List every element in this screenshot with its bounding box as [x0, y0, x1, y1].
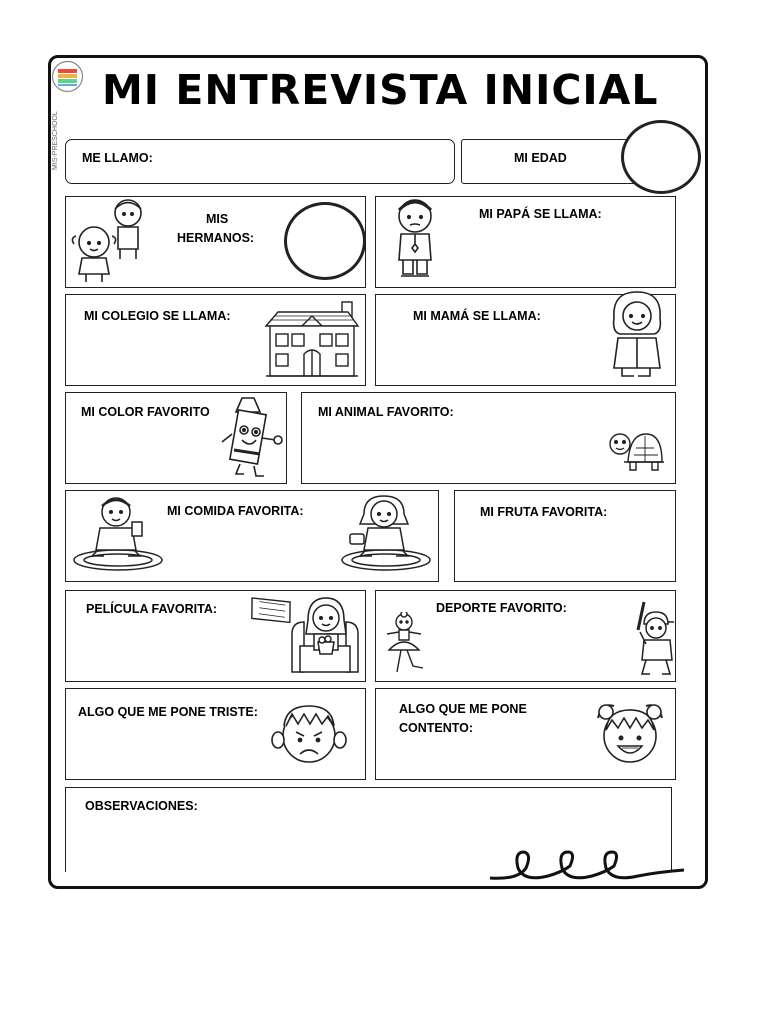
sport-label: DEPORTE FAVORITO: — [436, 601, 567, 615]
ballerina-icon — [379, 612, 429, 678]
sad-face-icon — [268, 700, 350, 766]
siblings-label-1: MIS — [206, 212, 229, 226]
school-label: MI COLEGIO SE LLAMA: — [84, 309, 231, 323]
mother-label: MI MAMÁ SE LLAMA: — [413, 309, 541, 323]
color-label: MI COLOR FAVORITO — [81, 405, 210, 419]
happy-label-1: ALGO QUE ME PONE — [399, 702, 527, 716]
page-title: MI ENTREVISTA INICIAL — [102, 66, 659, 114]
mother-icon — [604, 290, 670, 384]
sad-label: ALGO QUE ME PONE TRISTE: — [78, 705, 258, 719]
age-circle — [621, 120, 701, 194]
baseball-player-icon — [630, 600, 674, 680]
name-label: ME LLAMO: — [82, 151, 153, 165]
animal-label: MI ANIMAL FAVORITO: — [318, 405, 454, 419]
fruit-label: MI FRUTA FAVORITA: — [480, 505, 608, 519]
school-icon — [264, 300, 360, 380]
loops-icon — [488, 846, 688, 886]
side-text: MIS-PRESCHOOL — [52, 111, 59, 170]
father-icon — [384, 196, 446, 286]
child-eating-icon — [70, 492, 168, 576]
happy-label-2: CONTENTO: — [399, 721, 474, 735]
age-label: MI EDAD — [514, 151, 567, 165]
movie-label: PELÍCULA FAVORITA: — [86, 602, 218, 616]
girl-popcorn-icon — [286, 594, 364, 678]
turtle-icon — [606, 428, 664, 474]
food-label: MI COMIDA FAVORITA: — [167, 504, 304, 518]
girl-eating-icon — [338, 494, 434, 576]
siblings-icon — [68, 196, 156, 286]
siblings-label-2: HERMANOS: — [177, 231, 255, 245]
logo-icon — [51, 60, 84, 93]
crayon-icon — [214, 392, 286, 482]
happy-face-icon — [592, 698, 668, 766]
observations-label: OBSERVACIONES: — [85, 799, 198, 813]
father-label: MI PAPÁ SE LLAMA: — [479, 207, 602, 221]
siblings-circle — [284, 202, 366, 280]
